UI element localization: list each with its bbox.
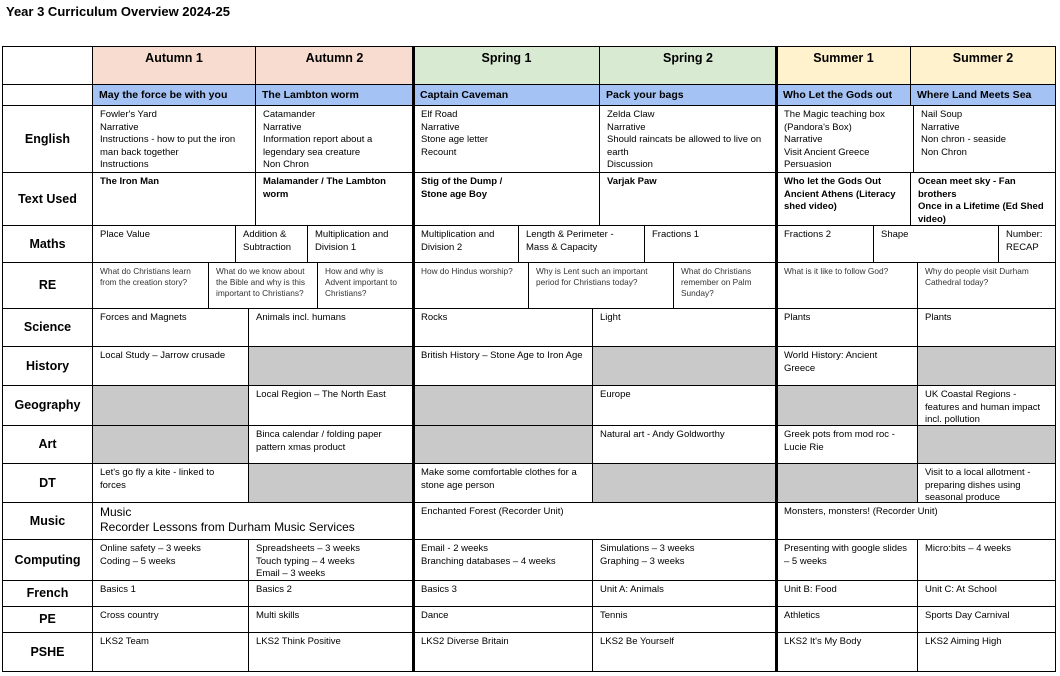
subject-label-maths: Maths <box>2 225 93 263</box>
music-cell: Monsters, monsters! (Recorder Unit) <box>776 502 1056 540</box>
pshe-cell: LKS2 It's My Body <box>776 632 918 672</box>
art-cell: Binca calendar / folding paper pattern xmas product <box>248 425 414 464</box>
subject-label-french: French <box>2 580 93 607</box>
pshe-cell: LKS2 Be Yourself <box>592 632 777 672</box>
geography-cell: Local Region – The North East <box>248 385 414 426</box>
french-cell: Basics 3 <box>413 580 593 607</box>
dt-cell: Let's go fly a kite - linked to forces <box>92 463 249 503</box>
topic-header: Where Land Meets Sea <box>910 84 1056 106</box>
science-cell: Animals incl. humans <box>248 308 414 347</box>
topic-header: Pack your bags <box>599 84 777 106</box>
pe-cell: Dance <box>413 606 593 633</box>
science-cell: Plants <box>917 308 1056 347</box>
pe-cell: Cross country <box>92 606 249 633</box>
maths-cell: Number: RECAP <box>998 225 1056 263</box>
re-cell: How and why is Advent important to Christians? <box>317 262 414 309</box>
corner-cell <box>2 46 93 85</box>
music-cell: Enchanted Forest (Recorder Unit) <box>413 502 777 540</box>
subject-label-english: English <box>2 105 93 173</box>
computing-cell: Online safety – 3 weeks Coding – 5 weeks <box>92 539 249 581</box>
english-cell: Elf Road Narrative Stone age letter Recount <box>413 105 600 173</box>
text-used-cell: Malamander / The Lambton worm <box>255 172 414 226</box>
text-used-cell: Ocean meet sky - Fan brothers Once in a Lifetime (Ed Shed video) <box>910 172 1056 226</box>
term-header: Summer 1 <box>776 46 911 85</box>
art-cell <box>413 425 593 464</box>
history-cell: Local Study – Jarrow crusade <box>92 346 249 386</box>
geography-cell: UK Coastal Regions - features and human impact incl. pollution <box>917 385 1056 426</box>
re-cell: What do Christians remember on Palm Sunday? <box>673 262 777 309</box>
pshe-cell: LKS2 Team <box>92 632 249 672</box>
english-cell: The Magic teaching box (Pandora's Box) Narrative Visit Ancient Greece Persuasion <box>776 105 914 173</box>
subject-label-computing: Computing <box>2 539 93 581</box>
subject-label-pe: PE <box>2 606 93 633</box>
re-cell: Why do people visit Durham Cathedral today? <box>917 262 1056 309</box>
re-cell: What is it like to follow God? <box>776 262 918 309</box>
term-separator <box>775 46 778 671</box>
computing-cell: Presenting with google slides – 5 weeks <box>776 539 918 581</box>
corner-cell <box>2 84 93 106</box>
history-cell: World History: Ancient Greece <box>776 346 918 386</box>
text-used-cell: Stig of the Dump / Stone age Boy <box>413 172 600 226</box>
term-header: Spring 2 <box>599 46 777 85</box>
page-title: Year 3 Curriculum Overview 2024-25 <box>6 4 231 19</box>
music-cell: Music Recorder Lessons from Durham Music Services <box>92 502 414 540</box>
english-cell: Catamander Narrative Information report about a legendary sea creature Non Chron <box>255 105 414 173</box>
computing-cell: Micro:bits – 4 weeks <box>917 539 1056 581</box>
geography-cell <box>413 385 593 426</box>
maths-cell: Fractions 2 <box>776 225 874 263</box>
computing-cell: Simulations – 3 weeks Graphing – 3 weeks <box>592 539 777 581</box>
geography-cell <box>92 385 249 426</box>
re-cell: What do Christians learn from the creation story? <box>92 262 209 309</box>
dt-cell: Make some comfortable clothes for a stone age person <box>413 463 593 503</box>
re-cell: How do Hindus worship? <box>413 262 529 309</box>
art-cell: Greek pots from mod roc - Lucie Rie <box>776 425 918 464</box>
maths-cell: Fractions 1 <box>644 225 777 263</box>
pshe-cell: LKS2 Aiming High <box>917 632 1056 672</box>
pe-cell: Sports Day Carnival <box>917 606 1056 633</box>
term-header: Autumn 1 <box>92 46 256 85</box>
text-used-cell: The Iron Man <box>92 172 256 226</box>
dt-cell: Visit to a local allotment - preparing dishes using seasonal produce <box>917 463 1056 503</box>
maths-cell: Multiplication and Division 2 <box>413 225 519 263</box>
subject-label-science: Science <box>2 308 93 347</box>
art-cell <box>917 425 1056 464</box>
subject-label-re: RE <box>2 262 93 309</box>
subject-label-geography: Geography <box>2 385 93 426</box>
term-header: Autumn 2 <box>255 46 414 85</box>
term-separator <box>412 46 415 671</box>
french-cell: Unit A: Animals <box>592 580 777 607</box>
subject-label-dt: DT <box>2 463 93 503</box>
maths-cell: Shape <box>873 225 999 263</box>
history-cell: British History – Stone Age to Iron Age <box>413 346 593 386</box>
maths-cell: Place Value <box>92 225 236 263</box>
science-cell: Rocks <box>413 308 593 347</box>
term-header: Summer 2 <box>910 46 1056 85</box>
text-used-cell: Who let the Gods Out Ancient Athens (Literacy shed video) <box>776 172 911 226</box>
computing-cell: Spreadsheets – 3 weeks Touch typing – 4 weeks Email – 3 weeks <box>248 539 414 581</box>
re-cell: What do we know about the Bible and why is this important to Christians? <box>208 262 318 309</box>
art-cell: Natural art - Andy Goldworthy <box>592 425 777 464</box>
dt-cell <box>776 463 918 503</box>
geography-cell <box>776 385 918 426</box>
french-cell: Unit B: Food <box>776 580 918 607</box>
maths-cell: Multiplication and Division 1 <box>307 225 414 263</box>
pe-cell: Athletics <box>776 606 918 633</box>
topic-header: Captain Caveman <box>413 84 600 106</box>
topic-header: May the force be with you <box>92 84 256 106</box>
history-cell <box>248 346 414 386</box>
subject-label-music: Music <box>2 502 93 540</box>
french-cell: Basics 2 <box>248 580 414 607</box>
topic-header: Who Let the Gods out <box>776 84 911 106</box>
term-header: Spring 1 <box>413 46 600 85</box>
science-cell: Plants <box>776 308 918 347</box>
subject-label-text-used: Text Used <box>2 172 93 226</box>
french-cell: Unit C: At School <box>917 580 1056 607</box>
pshe-cell: LKS2 Diverse Britain <box>413 632 593 672</box>
science-cell: Light <box>592 308 777 347</box>
dt-cell <box>592 463 777 503</box>
maths-cell: Addition & Subtraction <box>235 225 308 263</box>
pe-cell: Multi skills <box>248 606 414 633</box>
english-cell: Fowler's Yard Narrative Instructions - how to put the iron man back together Instructions <box>92 105 256 173</box>
dt-cell <box>248 463 414 503</box>
topic-header: The Lambton worm <box>255 84 414 106</box>
art-cell <box>92 425 249 464</box>
subject-label-pshe: PSHE <box>2 632 93 672</box>
pshe-cell: LKS2 Think Positive <box>248 632 414 672</box>
subject-label-history: History <box>2 346 93 386</box>
text-used-cell: Varjak Paw <box>599 172 777 226</box>
french-cell: Basics 1 <box>92 580 249 607</box>
history-cell <box>917 346 1056 386</box>
geography-cell: Europe <box>592 385 777 426</box>
computing-cell: Email - 2 weeks Branching databases – 4 weeks <box>413 539 593 581</box>
history-cell <box>592 346 777 386</box>
english-cell: Zelda Claw Narrative Should raincats be allowed to live on earth Discussion <box>599 105 777 173</box>
subject-label-art: Art <box>2 425 93 464</box>
re-cell: Why is Lent such an important period for Christians today? <box>528 262 674 309</box>
pe-cell: Tennis <box>592 606 777 633</box>
science-cell: Forces and Magnets <box>92 308 249 347</box>
english-cell: Nail Soup Narrative Non chron - seaside Non Chron <box>913 105 1056 173</box>
maths-cell: Length & Perimeter - Mass & Capacity <box>518 225 645 263</box>
